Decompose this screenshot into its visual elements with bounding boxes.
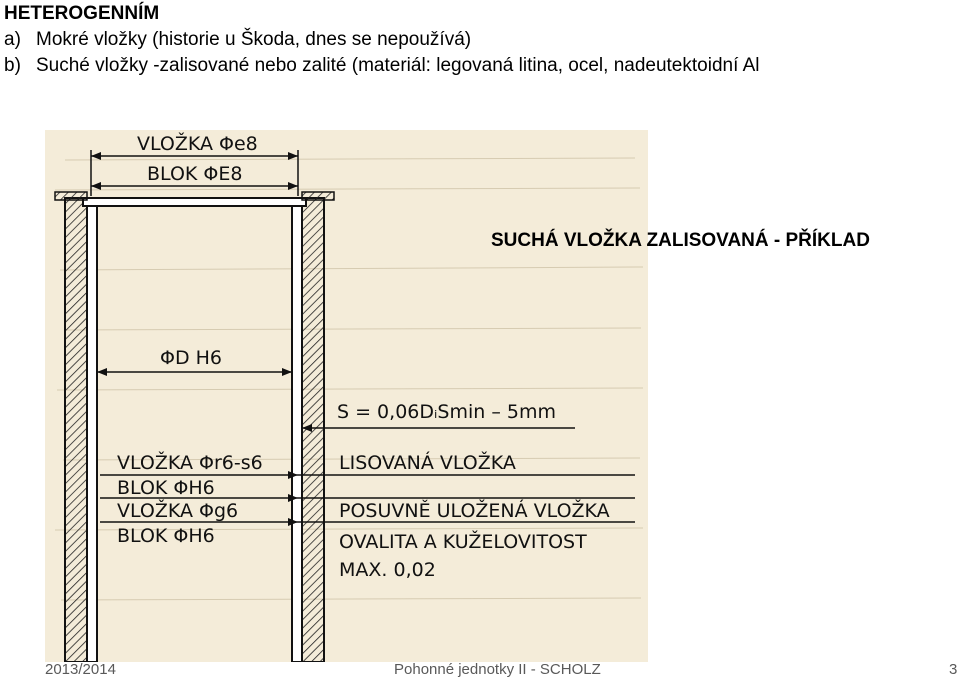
label-liner-r6s6: VLOŽKA Φr6-s6 [117, 452, 263, 474]
label-formula: S = 0,06DᵢSmin – 5mm [337, 401, 556, 423]
liner-collar [83, 198, 306, 206]
label-block-H6-b: BLOK ΦH6 [117, 525, 215, 547]
page-number: 3 [949, 661, 958, 678]
label-ovality: OVALITA A KUŽELOVITOST [339, 531, 587, 553]
footer-year: 2013/2014 [45, 661, 116, 678]
liner-drawing [45, 130, 648, 662]
bullet-marker: a) [4, 29, 21, 50]
left-block-wall [65, 198, 87, 662]
label-liner-g6: VLOŽKA Φg6 [117, 500, 239, 522]
bullet-text: Mokré vložky (historie u Škoda, dnes se nepoužívá) [36, 29, 472, 50]
label-liner-e8: VLOŽKA Φe8 [137, 133, 258, 155]
bullet-dry-liners [4, 54, 759, 78]
figure-caption: SUCHÁ VLOŽKA ZALISOVANÁ - PŘÍKLAD [491, 230, 870, 251]
label-max: MAX. 0,02 [339, 559, 436, 581]
label-block-H6-a: BLOK ΦH6 [117, 477, 215, 499]
label-sliding-liner: POSUVNĚ ULOŽENÁ VLOŽKA [339, 500, 610, 522]
liner-drawing-svg [45, 130, 648, 662]
left-liner-wall [87, 202, 97, 662]
bullet-text: Suché vložky -zalisované nebo zalité (materiál: legovaná litina, ocel, nadeutektoidní Al [36, 55, 760, 76]
label-bore: ΦD H6 [160, 347, 223, 369]
bullet-marker: b) [4, 55, 21, 76]
right-liner-wall [292, 202, 302, 662]
footer-title: Pohonné jednotky II - SCHOLZ [394, 661, 601, 678]
label-pressed-liner: LISOVANÁ VLOŽKA [339, 452, 516, 474]
bullet-wet-liners [4, 28, 471, 52]
label-block-E8: BLOK ΦE8 [147, 163, 243, 185]
right-block-wall [302, 198, 324, 662]
slide-heading: HETEROGENNÍM [4, 3, 160, 24]
